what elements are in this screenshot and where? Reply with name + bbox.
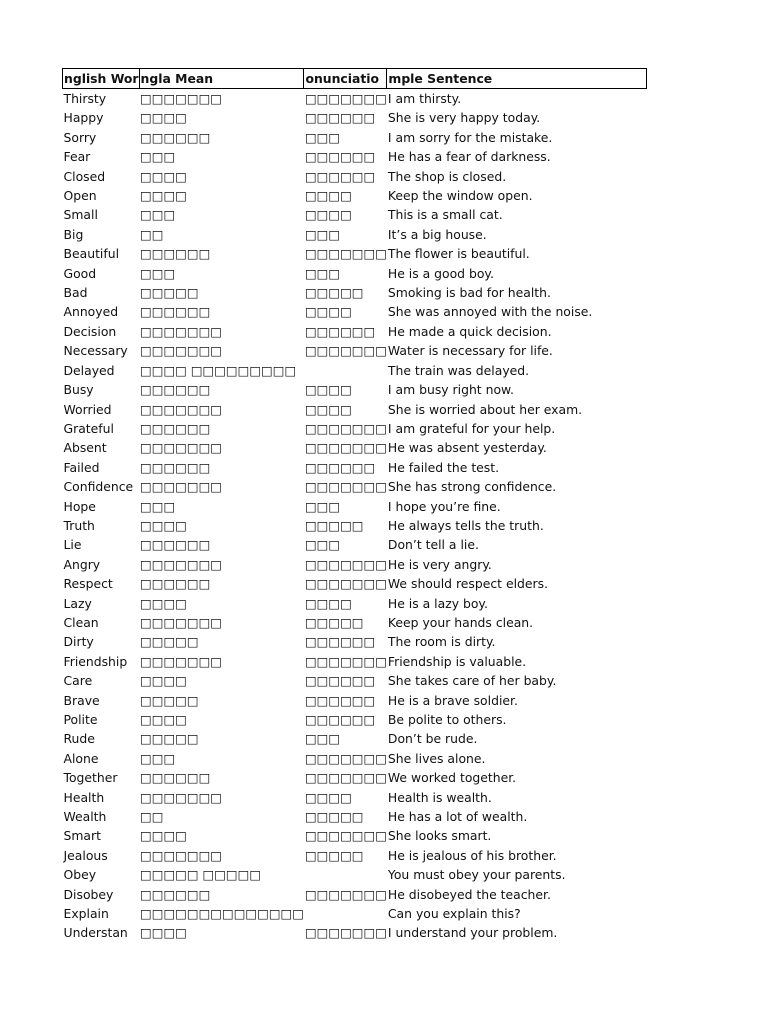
pronunciation-cell[interactable]: □□□□□: [304, 614, 364, 630]
pronunciation-cell[interactable]: □□□□: [304, 207, 352, 223]
english-word-cell[interactable]: Confidence: [63, 479, 134, 495]
pronunciation-cell[interactable]: □□□□□□□: [304, 91, 387, 106]
english-word-cell[interactable]: Small: [63, 207, 98, 223]
table-row: [63, 458, 647, 477]
english-word-cell[interactable]: Annoyed: [63, 304, 119, 320]
bangla-meaning-cell[interactable]: □□□□□□□: [140, 847, 222, 863]
table-row: [63, 768, 647, 787]
bangla-meaning-cell[interactable]: □□□: [140, 265, 176, 281]
bangla-meaning-cell[interactable]: □□□□□□□: [140, 323, 222, 339]
pronunciation-cell[interactable]: □□□: [304, 537, 341, 553]
pronunciation-cell[interactable]: □□□□□□□: [304, 479, 387, 495]
bangla-meaning-cell[interactable]: □□□□□□□□□□□□□□: [140, 906, 304, 922]
bangla-meaning-cell[interactable]: □□□□: [140, 673, 187, 689]
english-word-cell[interactable]: Failed: [63, 459, 100, 475]
pronunciation-cell[interactable]: □□□□□□: [304, 168, 376, 184]
bangla-meaning-cell[interactable]: □□□: [140, 207, 176, 223]
english-word-cell[interactable]: Care: [63, 673, 93, 689]
example-sentence-cell[interactable]: She is very happy today.: [387, 110, 541, 126]
pronunciation-cell[interactable]: □□□□□□□: [304, 246, 387, 262]
pronunciation-cell[interactable]: □□□□□□□: [304, 576, 387, 592]
bangla-meaning-cell[interactable]: □□□□: [140, 517, 187, 533]
example-sentence-cell[interactable]: He is a brave soldier.: [387, 692, 518, 708]
english-word-cell[interactable]: Beautiful: [63, 246, 120, 262]
english-word-cell[interactable]: Jealous: [63, 847, 108, 863]
example-sentence-cell[interactable]: I understand your problem.: [387, 925, 558, 941]
example-sentence-cell[interactable]: Be polite to others.: [387, 712, 507, 727]
english-word-cell[interactable]: Brave: [63, 692, 100, 708]
example-sentence-cell[interactable]: She is worried about her exam.: [387, 401, 583, 417]
english-word-cell[interactable]: Sorry: [63, 129, 97, 145]
english-word-cell[interactable]: Health: [63, 789, 105, 805]
pronunciation-cell[interactable]: □□□□□□: [304, 459, 376, 475]
table-row: [63, 516, 647, 535]
table-row: [63, 380, 647, 399]
pronunciation-cell[interactable]: □□□□□: [304, 285, 364, 301]
pronunciation-cell[interactable]: □□□: [304, 731, 341, 747]
bangla-meaning-cell[interactable]: □□□□□□□: [140, 440, 222, 456]
english-word-cell[interactable]: Rude: [63, 731, 95, 747]
english-word-cell[interactable]: Absent: [63, 440, 107, 456]
example-sentence-cell[interactable]: He is very angry.: [387, 556, 492, 572]
bangla-meaning-cell[interactable]: □□□□□□□: [140, 91, 222, 106]
english-word-cell[interactable]: Hope: [63, 498, 96, 514]
english-word-cell[interactable]: Respect: [63, 576, 113, 592]
table-row: [63, 108, 647, 127]
table-row: [63, 574, 647, 593]
table-row: [63, 244, 647, 263]
pronunciation-cell[interactable]: □□□□□□: [304, 323, 376, 339]
example-sentence-cell[interactable]: I am grateful for your help.: [387, 420, 556, 436]
table-row: [63, 341, 647, 360]
bangla-meaning-cell[interactable]: □□□□□□: [140, 304, 211, 320]
vocabulary-sheet: [62, 68, 647, 943]
table-row: [63, 710, 647, 729]
example-sentence-cell[interactable]: He always tells the truth.: [387, 517, 544, 533]
english-word-cell[interactable]: Busy: [63, 382, 94, 398]
english-word-cell[interactable]: Thirsty: [63, 91, 107, 106]
bangla-meaning-cell[interactable]: □□□: [140, 498, 176, 514]
sheet-body: [63, 89, 647, 943]
pronunciation-cell[interactable]: □□□□□□□: [304, 556, 387, 572]
bangla-meaning-cell[interactable]: □□□□: [140, 925, 187, 941]
example-sentence-cell[interactable]: Health is wealth.: [387, 789, 492, 805]
english-word-cell[interactable]: Disobey: [63, 886, 114, 902]
english-word-cell[interactable]: Decision: [63, 323, 117, 339]
bangla-meaning-cell[interactable]: □□□□□□□: [140, 556, 222, 572]
header-row: [63, 69, 647, 89]
english-word-cell[interactable]: Polite: [63, 712, 98, 727]
header-example-sentence[interactable]: mple Sentence: [387, 69, 647, 89]
pronunciation-cell[interactable]: □□□□□□: [304, 673, 376, 689]
table-row: [63, 691, 647, 710]
bangla-meaning-cell[interactable]: □□□□□: [140, 634, 199, 650]
pronunciation-cell[interactable]: □□□□□: [304, 517, 364, 533]
english-word-cell[interactable]: Obey: [63, 867, 97, 883]
pronunciation-cell[interactable]: □□□□□□□: [304, 750, 387, 766]
pronunciation-cell[interactable]: □□□□□□□: [304, 440, 387, 456]
table-row: [63, 186, 647, 205]
table-row: [63, 89, 647, 109]
english-word-cell[interactable]: Happy: [63, 110, 104, 126]
english-word-cell[interactable]: Delayed: [63, 362, 115, 378]
table-row: [63, 632, 647, 651]
example-sentence-cell[interactable]: Don’t be rude.: [387, 731, 478, 747]
pronunciation-cell[interactable]: □□□: [304, 265, 341, 281]
example-sentence-cell[interactable]: Friendship is valuable.: [387, 653, 527, 669]
example-sentence-cell[interactable]: She takes care of her baby.: [387, 673, 557, 689]
bangla-meaning-cell[interactable]: □□□□□□□: [140, 614, 222, 630]
example-sentence-cell[interactable]: He was absent yesterday.: [387, 440, 547, 456]
pronunciation-cell[interactable]: □□□□: [304, 789, 352, 805]
example-sentence-cell[interactable]: The flower is beautiful.: [387, 246, 530, 262]
example-sentence-cell[interactable]: He has a lot of wealth.: [387, 809, 528, 825]
table-row: [63, 147, 647, 166]
example-sentence-cell[interactable]: I hope you’re fine.: [387, 498, 501, 514]
table-row: [63, 671, 647, 690]
table-row: [63, 923, 647, 942]
table-row: [63, 438, 647, 457]
example-sentence-cell[interactable]: We worked together.: [387, 770, 517, 786]
example-sentence-cell[interactable]: He is jealous of his brother.: [387, 847, 557, 863]
pronunciation-cell[interactable]: □□□□□□□: [304, 343, 387, 359]
table-row: [63, 167, 647, 186]
example-sentence-cell[interactable]: We should respect elders.: [387, 576, 549, 592]
table-row: [63, 555, 647, 574]
bangla-meaning-cell[interactable]: □□□□: [140, 168, 187, 184]
english-word-cell[interactable]: Worried: [63, 401, 112, 417]
pronunciation-cell[interactable]: [304, 865, 387, 884]
bangla-meaning-cell[interactable]: □□: [140, 226, 164, 242]
english-word-cell[interactable]: Open: [63, 188, 97, 204]
english-word-cell[interactable]: Wealth: [63, 809, 107, 825]
table-row: [63, 594, 647, 613]
bangla-meaning-cell[interactable]: □□□□□: [140, 692, 199, 708]
pronunciation-cell[interactable]: □□□: [304, 226, 341, 242]
bangla-meaning-cell[interactable]: □□□□: [140, 110, 187, 126]
example-sentence-cell[interactable]: Keep the window open.: [387, 188, 533, 204]
example-sentence-cell[interactable]: She was annoyed with the noise.: [387, 304, 593, 320]
pronunciation-cell[interactable]: □□□□: [304, 304, 352, 320]
english-word-cell[interactable]: Grateful: [63, 420, 114, 436]
pronunciation-cell[interactable]: □□□□□□: [304, 110, 376, 126]
table-row: [63, 749, 647, 768]
bangla-meaning-cell[interactable]: □□□: [140, 149, 176, 165]
bangla-meaning-cell[interactable]: □□□□: [140, 595, 187, 611]
english-word-cell[interactable]: Together: [63, 770, 118, 786]
table-row: [63, 322, 647, 341]
table-row: [63, 477, 647, 496]
header-english-word[interactable]: nglish Wor: [63, 69, 140, 89]
bangla-meaning-cell[interactable]: □□□□□□: [140, 382, 211, 398]
english-word-cell[interactable]: Understan: [63, 925, 128, 941]
table-row: [63, 885, 647, 904]
table-row: [63, 205, 647, 224]
header-pronunciation[interactable]: onunciatio: [304, 69, 387, 89]
pronunciation-cell[interactable]: □□□□□□□: [304, 420, 387, 436]
english-word-cell[interactable]: Clean: [63, 614, 99, 630]
bangla-meaning-cell[interactable]: □□□□□□: [140, 770, 211, 786]
bangla-meaning-cell[interactable]: □□□□□□: [140, 246, 211, 262]
english-word-cell[interactable]: Lie: [63, 537, 82, 553]
pronunciation-cell[interactable]: □□□□□□: [304, 692, 376, 708]
english-word-cell[interactable]: Fear: [63, 149, 91, 165]
table-row: [63, 846, 647, 865]
table-row: [63, 419, 647, 438]
pronunciation-cell[interactable]: □□□□□: [304, 847, 364, 863]
bangla-meaning-cell[interactable]: □□□□□□: [140, 420, 211, 436]
table-row: [63, 729, 647, 748]
english-word-cell[interactable]: Good: [63, 265, 97, 281]
example-sentence-cell[interactable]: The room is dirty.: [387, 634, 496, 650]
example-sentence-cell[interactable]: He is a lazy boy.: [387, 595, 488, 611]
example-sentence-cell[interactable]: Can you explain this?: [387, 906, 521, 922]
example-sentence-cell[interactable]: You must obey your parents.: [387, 867, 566, 883]
table-row: [63, 904, 647, 923]
bangla-meaning-cell[interactable]: □□□□□ □□□□□: [140, 867, 262, 883]
pronunciation-cell[interactable]: □□□□□: [304, 809, 364, 825]
english-word-cell[interactable]: Friendship: [63, 653, 128, 669]
bangla-meaning-cell[interactable]: □□□□ □□□□□□□□□: [140, 362, 297, 378]
bangla-meaning-cell[interactable]: □□□□□□□: [140, 479, 222, 495]
bangla-meaning-cell[interactable]: □□□□□□: [140, 459, 211, 475]
pronunciation-cell[interactable]: □□□□□□: [304, 634, 376, 650]
english-word-cell[interactable]: Bad: [63, 285, 88, 301]
english-word-cell[interactable]: Alone: [63, 750, 99, 766]
english-word-cell[interactable]: Truth: [63, 517, 95, 533]
example-sentence-cell[interactable]: Keep your hands clean.: [387, 614, 534, 630]
example-sentence-cell[interactable]: She looks smart.: [387, 828, 492, 844]
table-row: [63, 400, 647, 419]
example-sentence-cell[interactable]: She lives alone.: [387, 750, 486, 766]
bangla-meaning-cell[interactable]: □□□□: [140, 712, 187, 727]
pronunciation-cell[interactable]: □□□: [304, 129, 341, 145]
pronunciation-cell[interactable]: □□□: [304, 498, 341, 514]
bangla-meaning-cell[interactable]: □□□□□□: [140, 576, 211, 592]
example-sentence-cell[interactable]: Smoking is bad for health.: [387, 285, 551, 301]
english-word-cell[interactable]: Explain: [63, 906, 109, 922]
example-sentence-cell[interactable]: It’s a big house.: [387, 226, 487, 242]
bangla-meaning-cell[interactable]: □□□□□□□: [140, 653, 222, 669]
example-sentence-cell[interactable]: Don’t tell a lie.: [387, 537, 479, 553]
english-word-cell[interactable]: Angry: [63, 556, 101, 572]
pronunciation-cell[interactable]: □□□□□□: [304, 712, 376, 727]
english-word-cell[interactable]: Closed: [63, 168, 106, 184]
pronunciation-cell[interactable]: □□□□□□□: [304, 828, 387, 844]
table-row: [63, 535, 647, 554]
bangla-meaning-cell[interactable]: □□□□□□: [140, 886, 211, 902]
pronunciation-cell[interactable]: □□□□: [304, 595, 352, 611]
table-row: [63, 302, 647, 321]
example-sentence-cell[interactable]: The shop is closed.: [387, 168, 507, 184]
table-row: [63, 361, 647, 380]
pronunciation-cell[interactable]: □□□□□□□: [304, 925, 387, 941]
pronunciation-cell[interactable]: □□□□□□□: [304, 653, 387, 669]
pronunciation-cell[interactable]: [304, 361, 387, 380]
example-sentence-cell[interactable]: I am thirsty.: [387, 91, 462, 106]
table-row: [63, 788, 647, 807]
table-row: [63, 807, 647, 826]
pronunciation-cell[interactable]: □□□□: [304, 401, 352, 417]
example-sentence-cell[interactable]: He is a good boy.: [387, 265, 494, 281]
table-row: [63, 613, 647, 632]
bangla-meaning-cell[interactable]: □□□□□: [140, 731, 199, 747]
table-row: [63, 497, 647, 516]
bangla-meaning-cell[interactable]: □□: [140, 809, 164, 825]
table-row: [63, 826, 647, 845]
pronunciation-cell[interactable]: [304, 904, 387, 923]
pronunciation-cell[interactable]: □□□□: [304, 382, 352, 398]
example-sentence-cell[interactable]: He failed the test.: [387, 459, 500, 475]
table-row: [63, 283, 647, 302]
table-row: [63, 225, 647, 244]
example-sentence-cell[interactable]: She has strong confidence.: [387, 479, 557, 495]
header-bangla-meaning[interactable]: ngla Mean: [139, 69, 304, 89]
example-sentence-cell[interactable]: He made a quick decision.: [387, 323, 552, 339]
table-row: [63, 264, 647, 283]
bangla-meaning-cell[interactable]: □□□□□□□: [140, 789, 222, 805]
bangla-meaning-cell[interactable]: □□□□□□: [140, 129, 211, 145]
bangla-meaning-cell[interactable]: □□□□□□: [140, 537, 211, 553]
bangla-meaning-cell[interactable]: □□□□□□□: [140, 343, 222, 359]
pronunciation-cell[interactable]: □□□□□□□: [304, 770, 387, 786]
english-word-cell[interactable]: Smart: [63, 828, 101, 844]
table-row: [63, 128, 647, 147]
example-sentence-cell[interactable]: The train was delayed.: [387, 362, 530, 378]
pronunciation-cell[interactable]: □□□□□□: [304, 149, 376, 165]
bangla-meaning-cell[interactable]: □□□□: [140, 828, 187, 844]
table-row: [63, 652, 647, 671]
bangla-meaning-cell[interactable]: □□□□: [140, 188, 187, 204]
bangla-meaning-cell[interactable]: □□□□□□□: [140, 401, 222, 417]
table-row: [63, 865, 647, 884]
english-word-cell[interactable]: Lazy: [63, 595, 92, 611]
pronunciation-cell[interactable]: □□□□□□□: [304, 886, 387, 902]
bangla-meaning-cell[interactable]: □□□□□: [140, 285, 199, 301]
example-sentence-cell[interactable]: I am sorry for the mistake.: [387, 129, 553, 145]
english-word-cell[interactable]: Big: [63, 226, 84, 242]
english-word-cell[interactable]: Dirty: [63, 634, 94, 650]
example-sentence-cell[interactable]: He has a fear of darkness.: [387, 149, 551, 165]
english-word-cell[interactable]: Necessary: [63, 343, 128, 359]
pronunciation-cell[interactable]: □□□□: [304, 188, 352, 204]
bangla-meaning-cell[interactable]: □□□: [140, 750, 176, 766]
example-sentence-cell[interactable]: He disobeyed the teacher.: [387, 886, 551, 902]
example-sentence-cell[interactable]: I am busy right now.: [387, 382, 514, 398]
example-sentence-cell[interactable]: This is a small cat.: [387, 207, 503, 223]
example-sentence-cell[interactable]: Water is necessary for life.: [387, 343, 553, 359]
